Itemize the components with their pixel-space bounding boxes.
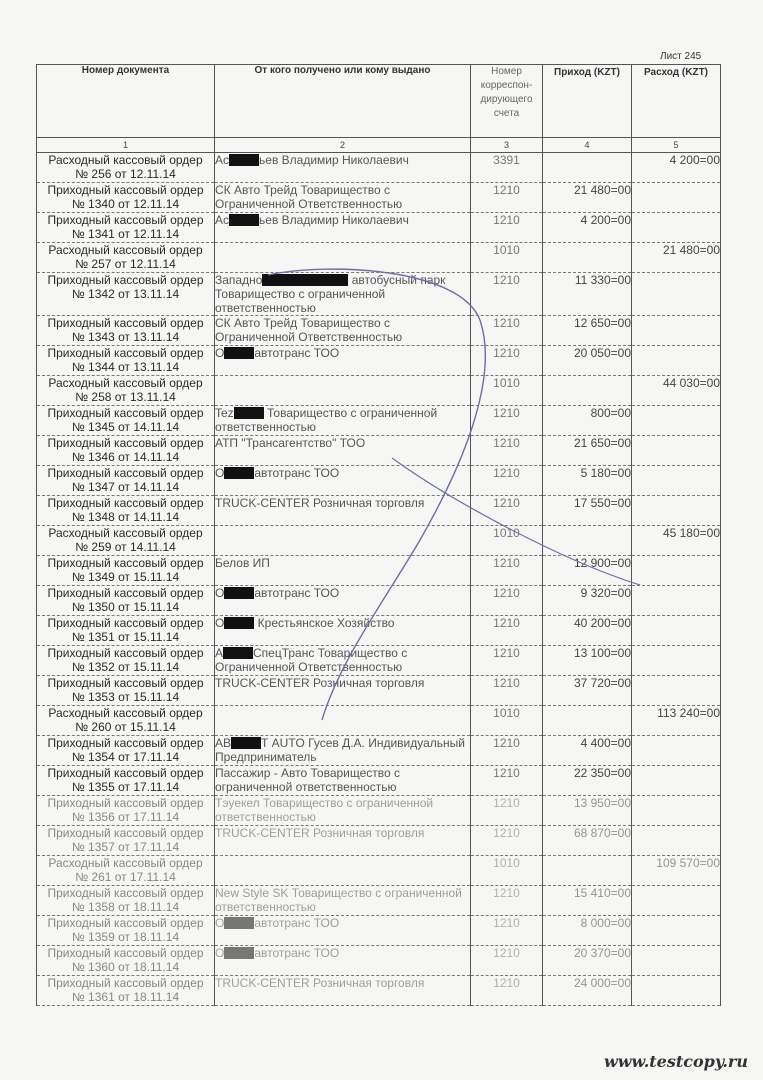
counterparty-cell <box>215 376 471 406</box>
document-number-cell <box>37 213 215 243</box>
counterparty-cell: TRUCK-CENTER Розничная торговля <box>215 826 471 856</box>
expense-cell <box>632 946 721 976</box>
counterparty-cell: New Style SK Товарищество с ограниченной ответственностью <box>215 886 471 916</box>
income-cell: 8 000=00 <box>543 916 632 946</box>
counterparty-cell: Ас ьев Владимир Николаевич <box>215 153 471 183</box>
counterparty-cell: Пассажир - Авто Товарищество с ограниченной ответственностью <box>215 766 471 796</box>
table-row <box>37 273 721 316</box>
header-counterparty: От кого получено или кому выдано <box>215 65 471 138</box>
document-number-cell <box>37 376 215 406</box>
account-cell: 1210 <box>471 676 543 706</box>
redaction-bar <box>223 647 253 659</box>
redaction-bar <box>224 587 254 599</box>
account-cell: 1210 <box>471 736 543 766</box>
account-cell: 1010 <box>471 856 543 886</box>
document-number-cell <box>37 916 215 946</box>
document-ref: № 1352 от 15.11.14 <box>71 660 180 674</box>
table-row <box>37 496 721 526</box>
account-cell: 1210 <box>471 466 543 496</box>
document-type: Приходный кассовый ордер <box>47 646 204 660</box>
document-type: Приходный кассовый ордер <box>47 886 204 900</box>
account-cell: 1010 <box>471 706 543 736</box>
document-number-cell <box>37 766 215 796</box>
account-cell: 1210 <box>471 796 543 826</box>
table-row <box>37 406 721 436</box>
expense-cell <box>632 616 721 646</box>
document-ref: № 1344 от 13.11.14 <box>71 360 180 374</box>
account-cell: 1210 <box>471 616 543 646</box>
income-cell <box>543 706 632 736</box>
table-row <box>37 243 721 273</box>
counterparty-cell <box>215 706 471 736</box>
column-number: 4 <box>543 138 632 153</box>
document-type: Приходный кассовый ордер <box>47 273 204 287</box>
redaction-bar <box>229 214 259 226</box>
document-number-cell <box>37 346 215 376</box>
document-number-cell <box>37 316 215 346</box>
table-row <box>37 376 721 406</box>
expense-cell <box>632 556 721 586</box>
income-cell: 800=00 <box>543 406 632 436</box>
account-cell: 1210 <box>471 183 543 213</box>
table-row <box>37 916 721 946</box>
document-ref: № 257 от 12.11.14 <box>75 257 176 271</box>
counterparty-cell: О автотранс ТОО <box>215 466 471 496</box>
account-cell: 1210 <box>471 406 543 436</box>
expense-cell: 113 240=00 <box>632 706 721 736</box>
account-cell: 1210 <box>471 976 543 1006</box>
header-correspondent-account: Номер корреспон-дирующего счета <box>471 65 543 138</box>
table-row <box>37 766 721 796</box>
expense-cell <box>632 436 721 466</box>
document-number-cell <box>37 736 215 766</box>
income-cell <box>543 526 632 556</box>
watermark: www.testcopy.ru <box>604 1052 748 1071</box>
income-cell: 13 100=00 <box>543 646 632 676</box>
table-row <box>37 466 721 496</box>
income-cell: 12 650=00 <box>543 316 632 346</box>
document-type: Приходный кассовый ордер <box>47 616 204 630</box>
account-cell: 3391 <box>471 153 543 183</box>
expense-cell: 44 030=00 <box>632 376 721 406</box>
document-ref: № 1361 от 18.11.14 <box>71 990 180 1004</box>
document-type: Расходный кассовый ордер <box>48 376 203 390</box>
expense-cell: 109 570=00 <box>632 856 721 886</box>
document-number-cell <box>37 273 215 316</box>
document-type: Расходный кассовый ордер <box>48 243 203 257</box>
expense-cell <box>632 736 721 766</box>
income-cell: 37 720=00 <box>543 676 632 706</box>
document-number-cell <box>37 183 215 213</box>
counterparty-cell: АВ Т AUTO Гусев Д.А. Индивидуальный Предприниматель <box>215 736 471 766</box>
document-ref: № 1348 от 14.11.14 <box>71 510 180 524</box>
expense-cell <box>632 976 721 1006</box>
header-expense: Расход (KZT) <box>632 65 721 138</box>
income-cell: 11 330=00 <box>543 273 632 316</box>
expense-cell <box>632 826 721 856</box>
document-number-cell <box>37 676 215 706</box>
document-ref: № 1353 от 15.11.14 <box>71 690 180 704</box>
document-ref: № 1347 от 14.11.14 <box>71 480 180 494</box>
expense-cell <box>632 496 721 526</box>
counterparty-cell: О автотранс ТОО <box>215 586 471 616</box>
document-number-cell <box>37 886 215 916</box>
income-cell: 21 480=00 <box>543 183 632 213</box>
counterparty-cell: TRUCK-CENTER Розничная торговля <box>215 496 471 526</box>
counterparty-cell: TRUCK-CENTER Розничная торговля <box>215 976 471 1006</box>
document-type: Расходный кассовый ордер <box>48 856 203 870</box>
expense-cell: 4 200=00 <box>632 153 721 183</box>
counterparty-cell: Западно автобусный парк Товарищество с ограниченной ответственностью <box>215 273 471 316</box>
column-number: 5 <box>632 138 721 153</box>
document-ref: № 1354 от 17.11.14 <box>71 750 180 764</box>
table-row <box>37 526 721 556</box>
account-cell: 1210 <box>471 556 543 586</box>
document-type: Приходный кассовый ордер <box>47 586 204 600</box>
document-ref: № 260 от 15.11.14 <box>75 720 176 734</box>
document-number-cell <box>37 436 215 466</box>
expense-cell <box>632 646 721 676</box>
document-number-cell <box>37 526 215 556</box>
redaction-bar <box>224 917 254 929</box>
document-number-cell <box>37 796 215 826</box>
document-ref: № 259 от 14.11.14 <box>75 540 176 554</box>
expense-cell <box>632 886 721 916</box>
document-type: Приходный кассовый ордер <box>47 796 204 810</box>
document-type: Приходный кассовый ордер <box>47 916 204 930</box>
document-ref: № 1340 от 12.11.14 <box>71 197 180 211</box>
income-cell: 15 410=00 <box>543 886 632 916</box>
document-ref: № 261 от 17.11.14 <box>75 870 176 884</box>
document-type: Расходный кассовый ордер <box>48 526 203 540</box>
income-cell: 68 870=00 <box>543 826 632 856</box>
document-ref: № 1357 от 17.11.14 <box>71 840 180 854</box>
column-number: 3 <box>471 138 543 153</box>
document-ref: № 1355 от 17.11.14 <box>71 780 180 794</box>
document-ref: № 1356 от 17.11.14 <box>71 810 180 824</box>
redaction-bar <box>229 154 259 166</box>
expense-cell: 21 480=00 <box>632 243 721 273</box>
document-number-cell <box>37 706 215 736</box>
document-ref: № 1345 от 14.11.14 <box>71 420 180 434</box>
document-ref: № 256 от 12.11.14 <box>75 167 176 181</box>
table-row <box>37 183 721 213</box>
document-ref: № 1351 от 15.11.14 <box>71 630 180 644</box>
account-cell: 1210 <box>471 766 543 796</box>
document-type: Приходный кассовый ордер <box>47 316 204 330</box>
table-row <box>37 886 721 916</box>
document-number-cell <box>37 586 215 616</box>
table-row <box>37 586 721 616</box>
document-type: Приходный кассовый ордер <box>47 556 204 570</box>
document-number-cell <box>37 153 215 183</box>
table-row <box>37 796 721 826</box>
income-cell: 21 650=00 <box>543 436 632 466</box>
table-row <box>37 826 721 856</box>
counterparty-cell: О автотранс ТОО <box>215 346 471 376</box>
income-cell <box>543 856 632 886</box>
document-type: Приходный кассовый ордер <box>47 436 204 450</box>
document-number-cell <box>37 856 215 886</box>
account-cell: 1210 <box>471 586 543 616</box>
expense-cell <box>632 316 721 346</box>
document-type: Приходный кассовый ордер <box>47 736 204 750</box>
redaction-bar <box>234 407 264 419</box>
expense-cell <box>632 213 721 243</box>
counterparty-cell: О автотранс ТОО <box>215 916 471 946</box>
account-cell: 1210 <box>471 916 543 946</box>
sheet-number: Лист 245 <box>660 51 702 62</box>
expense-cell <box>632 916 721 946</box>
income-cell: 20 370=00 <box>543 946 632 976</box>
document-type: Приходный кассовый ордер <box>47 183 204 197</box>
table-row <box>37 706 721 736</box>
document-number-cell <box>37 976 215 1006</box>
income-cell: 13 950=00 <box>543 796 632 826</box>
counterparty-cell: СК Авто Трейд Товарищество с Ограниченной Ответственностью <box>215 316 471 346</box>
counterparty-cell: АТП "Трансагентство" ТОО <box>215 436 471 466</box>
counterparty-cell: Тэуекел Товарищество с ограниченной ответственностью <box>215 796 471 826</box>
expense-cell <box>632 466 721 496</box>
income-cell: 5 180=00 <box>543 466 632 496</box>
document-type: Приходный кассовый ордер <box>47 766 204 780</box>
account-cell: 1210 <box>471 946 543 976</box>
document-type: Приходный кассовый ордер <box>47 346 204 360</box>
document-number-cell <box>37 556 215 586</box>
document-ref: № 1358 от 18.11.14 <box>71 900 180 914</box>
account-cell: 1210 <box>471 436 543 466</box>
column-number: 2 <box>215 138 471 153</box>
ledger-rows <box>37 153 721 1006</box>
table-row <box>37 556 721 586</box>
cash-ledger-table <box>36 64 721 1006</box>
redaction-bar <box>224 347 254 359</box>
expense-cell <box>632 766 721 796</box>
document-ref: № 1346 от 14.11.14 <box>71 450 180 464</box>
document-type: Приходный кассовый ордер <box>47 826 204 840</box>
counterparty-cell <box>215 856 471 886</box>
account-cell: 1010 <box>471 243 543 273</box>
income-cell: 17 550=00 <box>543 496 632 526</box>
income-cell: 24 000=00 <box>543 976 632 1006</box>
document-number-cell <box>37 826 215 856</box>
document-number-cell <box>37 646 215 676</box>
account-cell: 1010 <box>471 376 543 406</box>
document-type: Приходный кассовый ордер <box>47 213 204 227</box>
document-type: Приходный кассовый ордер <box>47 976 204 990</box>
income-cell <box>543 376 632 406</box>
expense-cell <box>632 346 721 376</box>
document-number-cell <box>37 243 215 273</box>
table-row <box>37 213 721 243</box>
account-cell: 1210 <box>471 213 543 243</box>
document-ref: № 1342 от 13.11.14 <box>71 287 180 301</box>
counterparty-cell <box>215 243 471 273</box>
account-cell: 1210 <box>471 496 543 526</box>
header-income: Приход (KZT) <box>543 65 632 138</box>
table-row <box>37 856 721 886</box>
document-number-cell <box>37 406 215 436</box>
expense-cell <box>632 796 721 826</box>
expense-cell <box>632 406 721 436</box>
document-number-cell <box>37 616 215 646</box>
counterparty-cell: Белов ИП <box>215 556 471 586</box>
redaction-bar <box>224 947 254 959</box>
table-row <box>37 616 721 646</box>
document-type: Расходный кассовый ордер <box>48 706 203 720</box>
document-ref: № 1343 от 13.11.14 <box>71 330 180 344</box>
document-type: Приходный кассовый ордер <box>47 406 204 420</box>
document-type: Приходный кассовый ордер <box>47 466 204 480</box>
table-row <box>37 736 721 766</box>
table-row <box>37 976 721 1006</box>
expense-cell <box>632 183 721 213</box>
counterparty-cell: СК Авто Трейд Товарищество с Ограниченной Ответственностью <box>215 183 471 213</box>
column-number: 1 <box>37 138 215 153</box>
document-type: Приходный кассовый ордер <box>47 676 204 690</box>
document-number-cell <box>37 946 215 976</box>
counterparty-cell: TRUCK-CENTER Розничная торговля <box>215 676 471 706</box>
document-number-cell <box>37 466 215 496</box>
income-cell: 4 200=00 <box>543 213 632 243</box>
document-ref: № 1341 от 12.11.14 <box>71 227 180 241</box>
document-ref: № 1349 от 15.11.14 <box>71 570 180 584</box>
redaction-bar <box>231 737 261 749</box>
table-row <box>37 646 721 676</box>
table-row <box>37 153 721 183</box>
account-cell: 1210 <box>471 346 543 376</box>
income-cell: 40 200=00 <box>543 616 632 646</box>
document-ref: № 1350 от 15.11.14 <box>71 600 180 614</box>
income-cell: 22 350=00 <box>543 766 632 796</box>
counterparty-cell: О автотранс ТОО <box>215 946 471 976</box>
document-ref: № 1360 от 18.11.14 <box>71 960 180 974</box>
table-row <box>37 946 721 976</box>
counterparty-cell: А СпецТранс Товарищество с Ограниченной Ответственностью <box>215 646 471 676</box>
redaction-bar <box>262 274 348 286</box>
account-cell: 1210 <box>471 826 543 856</box>
counterparty-cell <box>215 526 471 556</box>
document-ref: № 1359 от 18.11.14 <box>71 930 180 944</box>
document-type: Приходный кассовый ордер <box>47 946 204 960</box>
income-cell: 20 050=00 <box>543 346 632 376</box>
document-type: Приходный кассовый ордер <box>47 496 204 510</box>
redaction-bar <box>224 467 254 479</box>
document-type: Расходный кассовый ордер <box>48 153 203 167</box>
account-cell: 1010 <box>471 526 543 556</box>
header-document-number: Номер документа <box>37 65 215 138</box>
document-number-cell <box>37 496 215 526</box>
table-row <box>37 676 721 706</box>
expense-cell <box>632 273 721 316</box>
account-cell: 1210 <box>471 273 543 316</box>
counterparty-cell: Ас ьев Владимир Николаевич <box>215 213 471 243</box>
expense-cell <box>632 676 721 706</box>
redaction-bar <box>224 617 254 629</box>
expense-cell <box>632 586 721 616</box>
counterparty-cell: Tez Товарищество с ограниченной ответственностью <box>215 406 471 436</box>
counterparty-cell: О Крестьянское Хозяйство <box>215 616 471 646</box>
income-cell: 9 320=00 <box>543 586 632 616</box>
income-cell: 12 900=00 <box>543 556 632 586</box>
account-cell: 1210 <box>471 316 543 346</box>
table-row <box>37 346 721 376</box>
income-cell <box>543 153 632 183</box>
expense-cell: 45 180=00 <box>632 526 721 556</box>
income-cell <box>543 243 632 273</box>
account-cell: 1210 <box>471 886 543 916</box>
document-ref: № 258 от 13.11.14 <box>75 390 176 404</box>
table-row <box>37 316 721 346</box>
table-row <box>37 436 721 466</box>
income-cell: 4 400=00 <box>543 736 632 766</box>
account-cell: 1210 <box>471 646 543 676</box>
